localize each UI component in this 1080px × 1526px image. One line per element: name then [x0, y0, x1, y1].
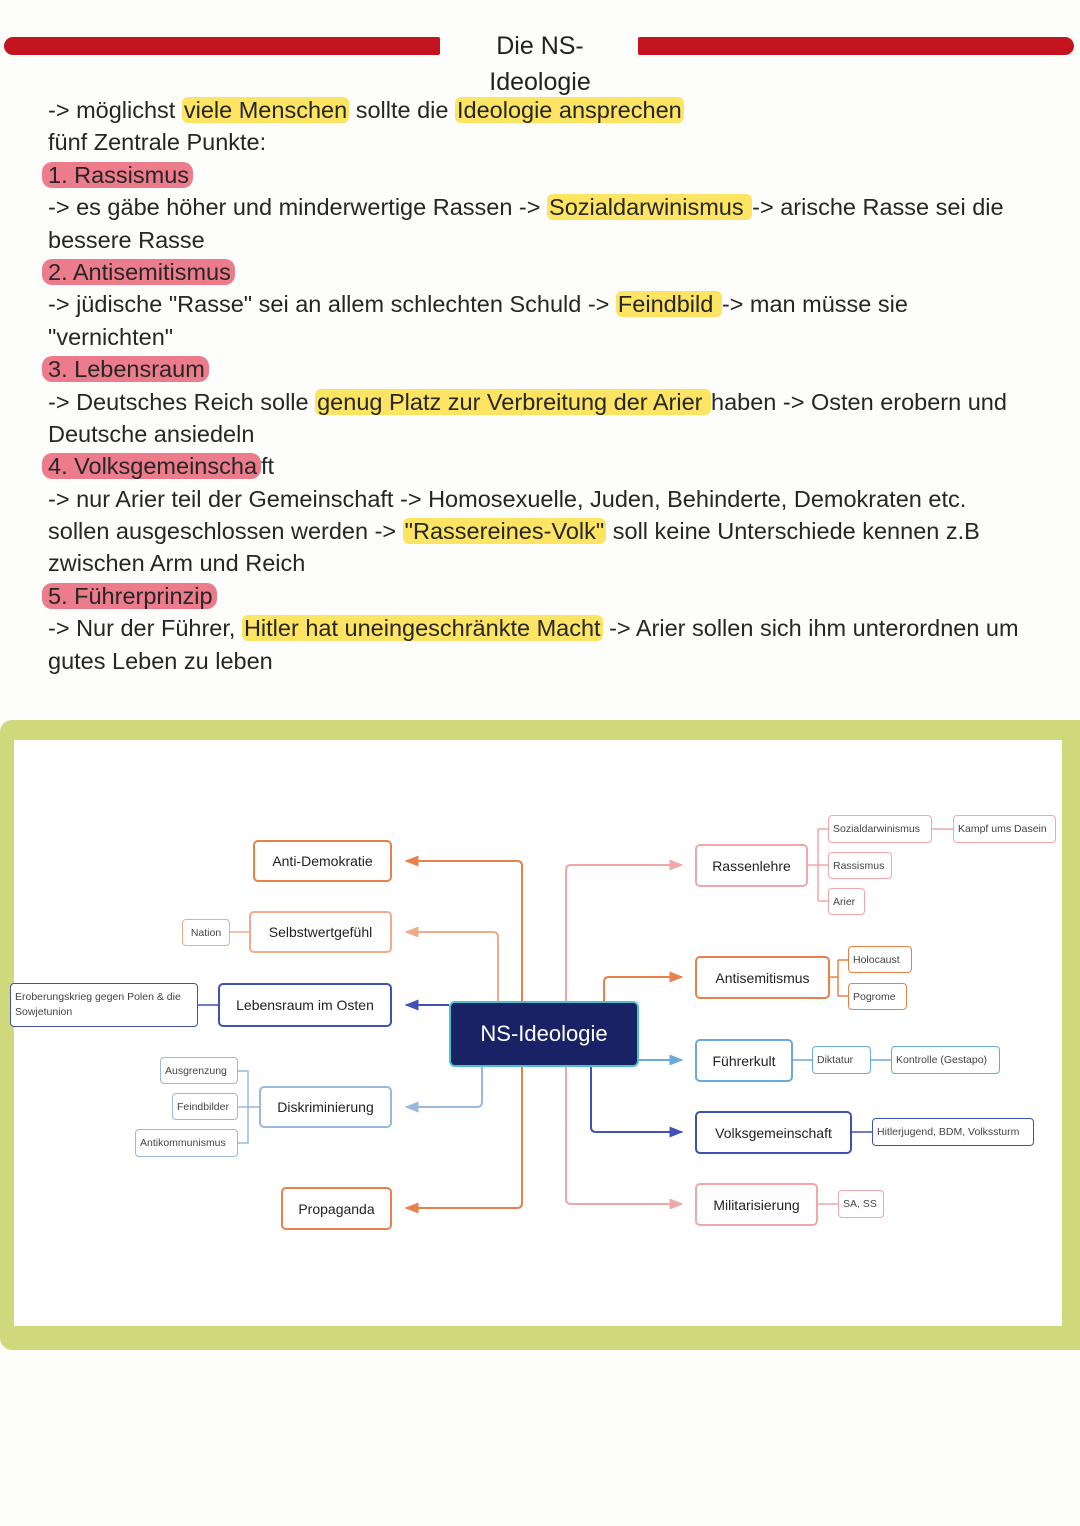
- node-militarisierung: Militarisierung: [695, 1183, 818, 1226]
- edge-rassenlehre: [566, 865, 682, 1001]
- point-1-text-2: bessere Rasse: [48, 226, 205, 253]
- point-5-heading: 5. Führerprinzip: [48, 580, 1048, 612]
- edge-antisemitismus: [604, 977, 682, 1001]
- node-pogrome: Pogrome: [848, 983, 907, 1010]
- highlight: "Rassereines-Volk": [404, 518, 605, 545]
- node-rassismus: Rassismus: [828, 852, 892, 879]
- node-fuehrerkult: Führerkult: [695, 1039, 793, 1082]
- intro-line: -> möglichst viele Menschen sollte die Ideologie ansprechen: [48, 97, 682, 123]
- node-sozialdarwinismus: Sozialdarwinismus: [828, 815, 932, 843]
- edge-selbstwert: [406, 932, 498, 1001]
- node-feindbilder: Feindbilder: [172, 1093, 238, 1120]
- edge-rassenlehre-sub: [808, 829, 828, 901]
- point-5-text: -> Nur der Führer, Hitler hat uneingeschränkte Macht -> Arier sollen sich ihm unterordnen um: [48, 615, 1019, 642]
- point-4-text: -> nur Arier teil der Gemeinschaft -> Homosexuelle, Juden, Behinderte, Demokraten etc.: [48, 485, 967, 512]
- node-diktatur: Diktatur: [812, 1046, 871, 1074]
- point-3-heading: 3. Lebensraum: [48, 353, 1048, 385]
- highlight: genug Platz zur Verbreitung der Arier: [317, 388, 710, 415]
- point-3-text-2: Deutsche ansiedeln: [48, 420, 255, 447]
- point-5-text-2: gutes Leben zu leben: [48, 647, 273, 674]
- node-nation: Nation: [182, 919, 230, 946]
- highlight: Hitler hat uneingeschränkte Macht: [243, 615, 601, 642]
- point-4-heading: 4. Volksgemeinscha ft: [48, 450, 1048, 482]
- node-antisemitismus: Antisemitismus: [695, 956, 830, 999]
- intro-line-2: fünf Zentrale Punkte:: [48, 129, 267, 156]
- point-2-text-2: "vernichten": [48, 323, 174, 350]
- node-hitlerjugend: Hitlerjugend, BDM, Volkssturm: [872, 1118, 1034, 1146]
- node-sa-ss: SA, SS: [838, 1190, 884, 1218]
- node-kampf-ums-dasein: Kampf ums Dasein: [953, 815, 1056, 843]
- point-1-text: -> es gäbe höher und minderwertige Rassen -> Sozialdarwinismus -> arische Rasse sei die: [48, 194, 1004, 221]
- node-ausgrenzung: Ausgrenzung: [160, 1057, 238, 1084]
- edge-militarisierung: [566, 1067, 682, 1204]
- point-4-text-2: sollen ausgeschlossen werden -> "Rassereines-Volk" soll keine Unterschiede kennen z.B: [48, 518, 980, 545]
- node-selbstwertgefuehl: Selbstwertgefühl: [249, 911, 392, 953]
- edge-discr-sub: [238, 1071, 259, 1143]
- node-holocaust: Holocaust: [848, 946, 912, 973]
- highlight: Sozialdarwinismus: [549, 194, 751, 221]
- node-rassenlehre: Rassenlehre: [695, 844, 808, 887]
- node-antikommunismus: Antikommunismus: [135, 1129, 238, 1157]
- edge-propaganda: [406, 1067, 522, 1208]
- node-kontrolle-gestapo: Kontrolle (Gestapo): [891, 1046, 1000, 1074]
- node-lebensraum-im-osten: Lebensraum im Osten: [218, 983, 392, 1027]
- highlight: Ideologie ansprechen: [456, 97, 682, 123]
- highlight: Feindbild: [617, 291, 720, 318]
- point-1-heading: 1. Rassismus: [48, 159, 1048, 191]
- node-anti-demokratie: Anti-Demokratie: [253, 840, 392, 882]
- highlight: viele Menschen: [183, 97, 348, 123]
- edge-volksgemeinschaft: [591, 1067, 682, 1132]
- point-2-heading: 2. Antisemitismus: [48, 256, 1048, 288]
- node-propaganda: Propaganda: [281, 1187, 392, 1230]
- point-2-text: -> jüdische "Rasse" sei an allem schlechten Schuld -> Feindbild -> man müsse sie: [48, 291, 908, 318]
- edge-diskriminierung: [406, 1067, 482, 1107]
- point-3-text: -> Deutsches Reich solle genug Platz zur Verbreitung der Arier haben -> Osten erobern und: [48, 388, 1007, 415]
- edge-antisem-sub: [830, 960, 848, 996]
- page-title: Die NS- Ideologie: [489, 32, 591, 96]
- node-arier: Arier: [828, 888, 865, 915]
- node-diskriminierung: Diskriminierung: [259, 1086, 392, 1128]
- mindmap-center-node: NS-Ideologie: [449, 1001, 639, 1067]
- node-volksgemeinschaft: Volksgemeinschaft: [695, 1111, 852, 1154]
- node-eroberungskrieg: Eroberungskrieg gegen Polen & die Sowjetunion: [10, 983, 198, 1027]
- point-4-text-3: zwischen Arm und Reich: [48, 550, 306, 577]
